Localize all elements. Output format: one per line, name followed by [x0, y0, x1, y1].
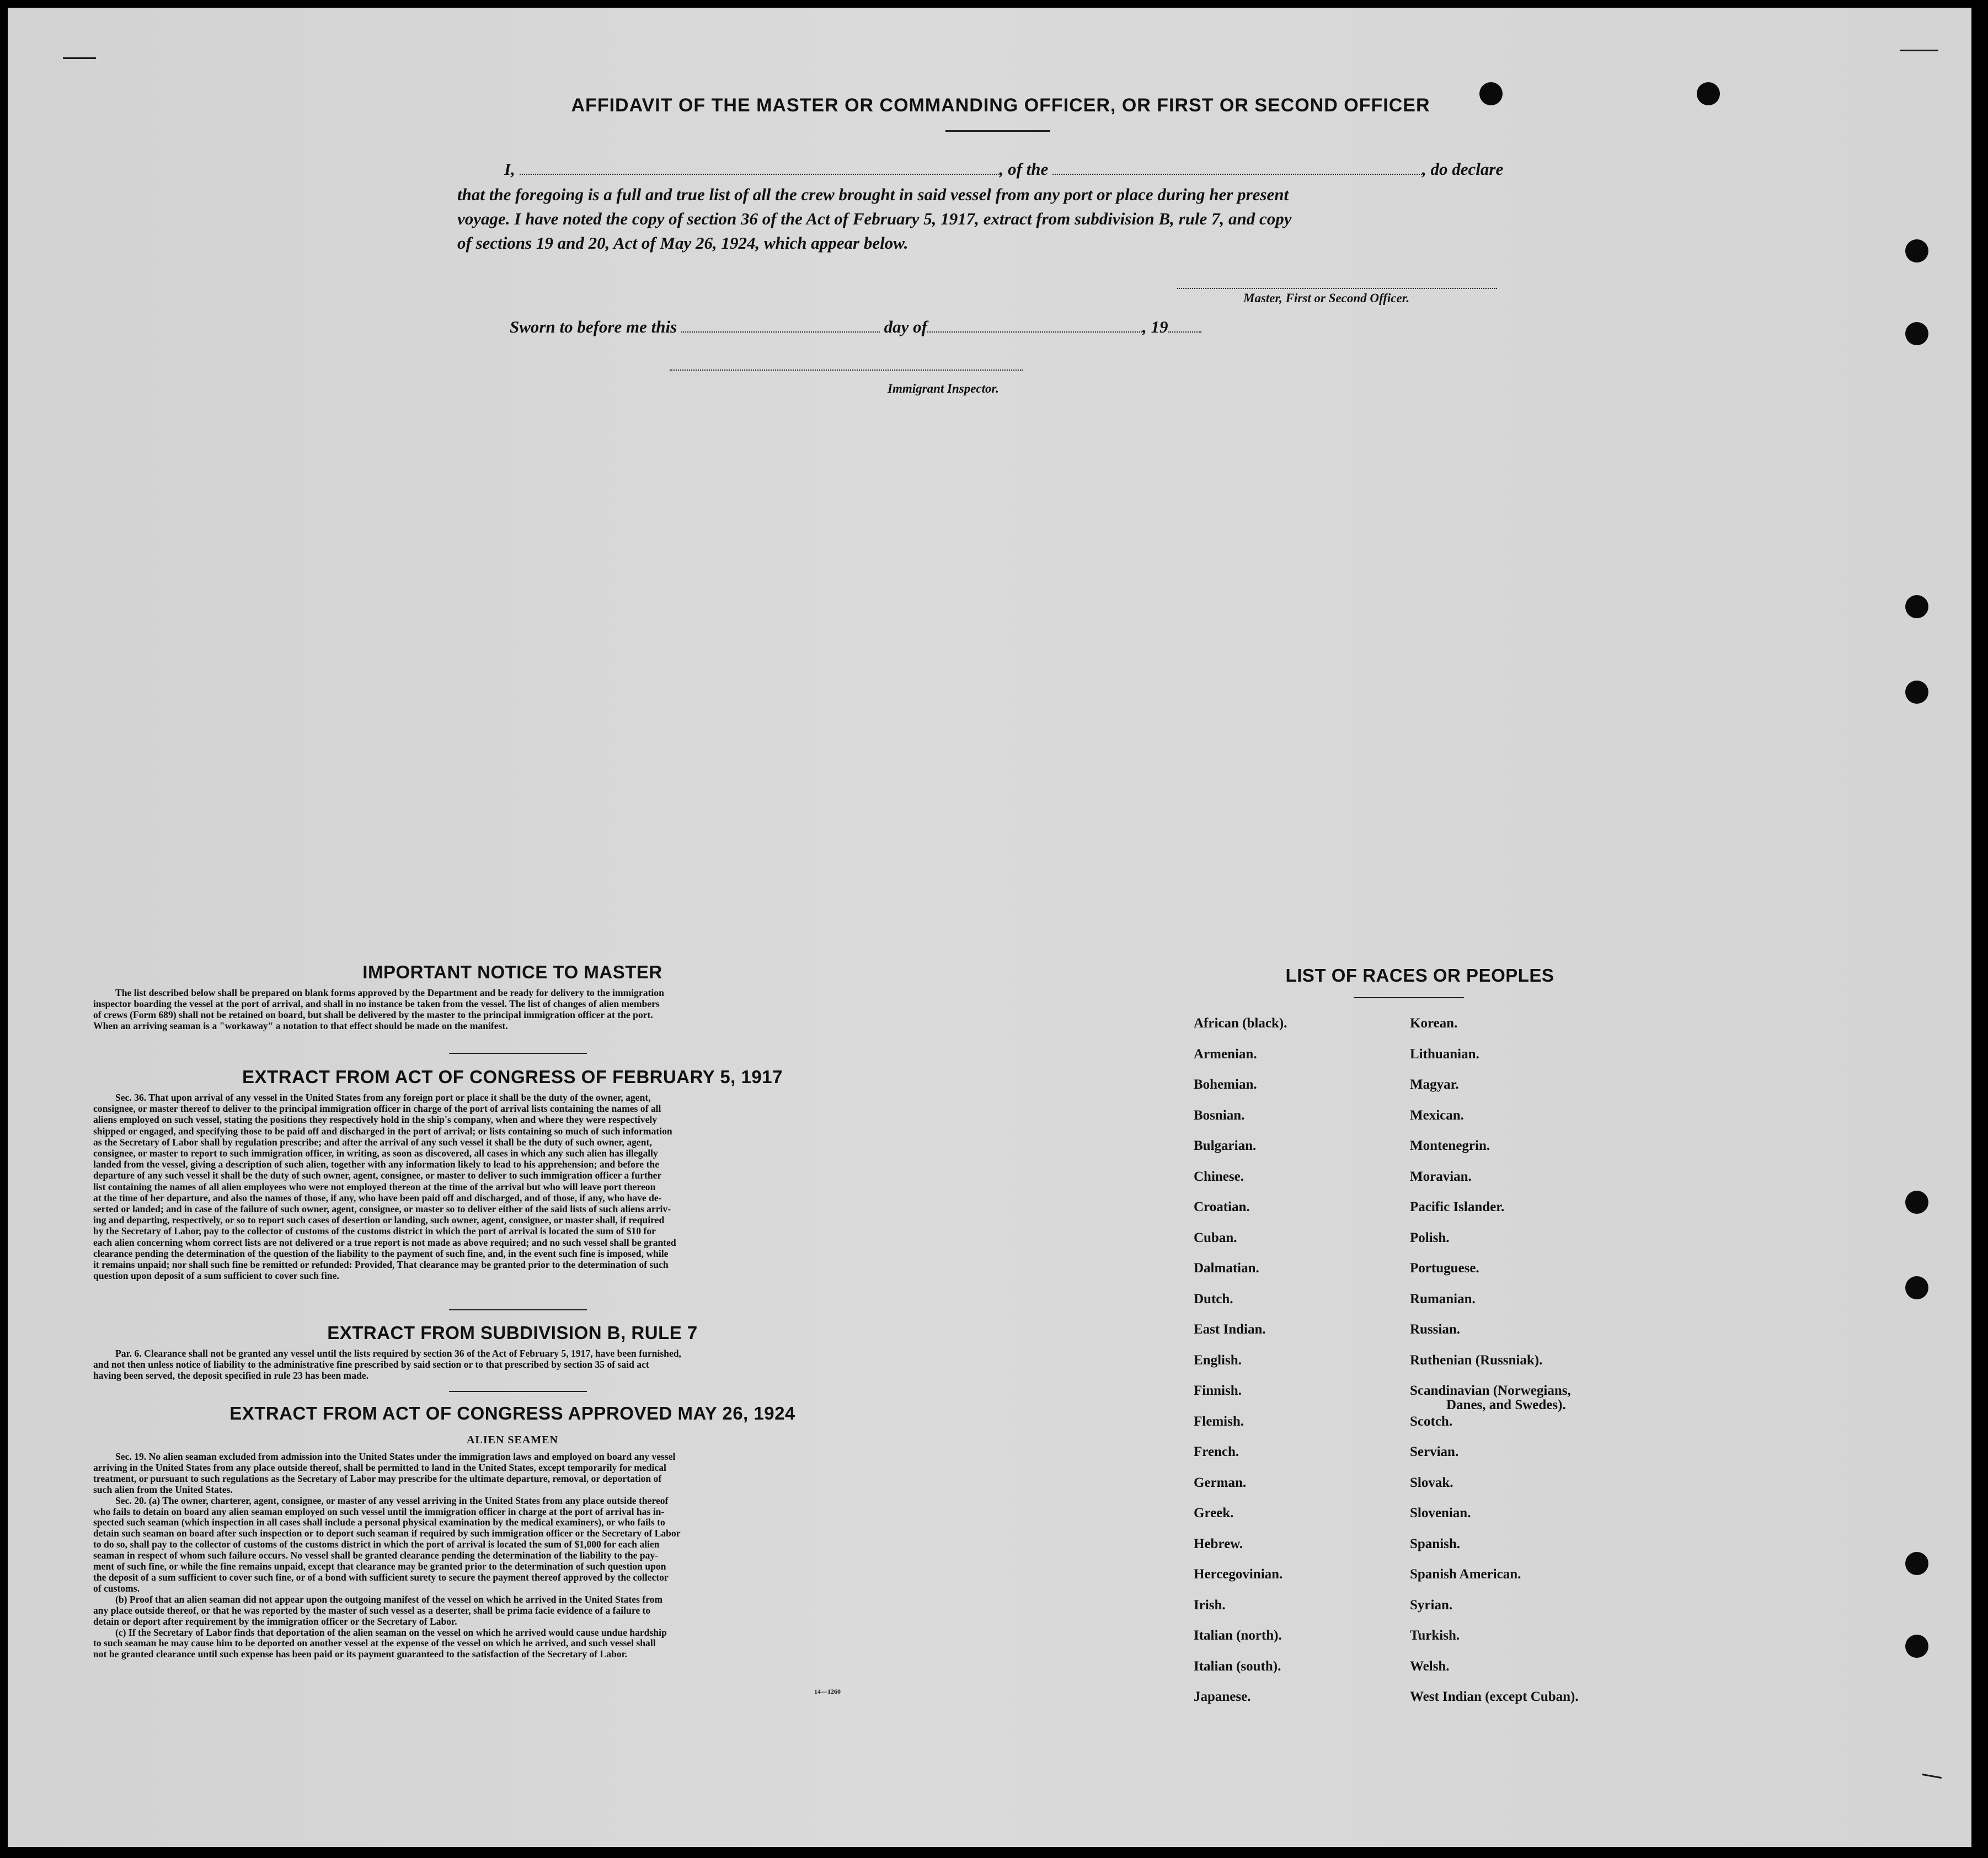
extract-1924-line: detain or deport after requirement by the immigration officer or the Secretary of Labor. — [93, 1615, 457, 1627]
race-item: Greek. — [1194, 1506, 1234, 1520]
race-item: Portuguese. — [1410, 1261, 1479, 1276]
race-item: French. — [1194, 1444, 1239, 1459]
punch-hole — [1905, 1635, 1928, 1658]
race-item: Scandinavian (Norwegians, — [1410, 1383, 1571, 1398]
race-item: Turkish. — [1410, 1628, 1460, 1643]
extract-1917-line: ing and departing, respectively, or so to report such cases of desertion or landing, such owner, agent, consignee, or master shall, if required — [93, 1214, 665, 1226]
race-item: Syrian. — [1410, 1597, 1453, 1613]
punch-hole — [1905, 239, 1928, 263]
race-item: Magyar. — [1410, 1077, 1459, 1092]
sworn-day-blank[interactable] — [681, 317, 880, 333]
extract-1917-line: question upon deposit of a sum sufficient to cover such fine. — [93, 1270, 339, 1282]
race-item: Dutch. — [1194, 1291, 1233, 1307]
affidavit-line-3: voyage. I have noted the copy of section 36 of the Act of February 5, 1917, extract from subdivision B, rule 7, and copy — [457, 209, 1292, 228]
document-page — [8, 8, 1971, 1847]
day-of-label: day of — [884, 317, 927, 336]
race-item: Spanish. — [1410, 1536, 1461, 1551]
vessel-blank[interactable] — [1052, 159, 1422, 175]
punch-hole — [1905, 595, 1928, 618]
scan-mark — [1900, 50, 1938, 51]
extract-1924-line: Sec. 20. (a) The owner, charterer, agent, consignee, or master of any vessel arriving in the United States from any place outside thereof — [115, 1495, 669, 1506]
races-title: LIST OF RACES OR PEOPLES — [1285, 965, 1554, 986]
extract-1917-line: landed from the vessel, giving a description of such alien, together with any information likely to lead to his apprehension; and before the — [93, 1159, 660, 1170]
race-item: Slovak. — [1410, 1475, 1453, 1490]
race-item: East Indian. — [1194, 1322, 1266, 1337]
punch-hole — [1479, 82, 1503, 105]
extract-1917-line: Sec. 36. That upon arrival of any vessel in the United States from any foreign port or place it shall be the duty of the owner, agent, — [115, 1092, 651, 1103]
race-item: Hercegovinian. — [1194, 1567, 1283, 1582]
extract-1924-line: any place outside thereof, or that he was reported by the master of such vessel as a deserter, shall be prima facie evidence of a failure to — [93, 1604, 651, 1616]
extract-1917-line: consignee, or master thereof to deliver to the principal immigration officer in charge of the port of arrival lists containing the names of all — [93, 1103, 661, 1115]
notice-line: of crews (Form 689) shall not be retained on board, but shall be delivered by the master to the principal immigration officer at the port. — [93, 1009, 653, 1020]
section-divider — [449, 1053, 587, 1054]
race-item: Scotch. — [1410, 1413, 1453, 1429]
race-item: Bosnian. — [1194, 1107, 1245, 1123]
sworn-prefix: Sworn to before me this — [510, 317, 677, 336]
race-item: Flemish. — [1194, 1413, 1244, 1429]
notice-body — [93, 987, 932, 1031]
race-item: Irish. — [1194, 1597, 1226, 1613]
sworn-month-blank[interactable] — [927, 317, 1142, 333]
sworn-line — [510, 314, 1337, 340]
race-item: African (black). — [1194, 1016, 1287, 1031]
affidavit-line-4: of sections 19 and 20, Act of May 26, 1924, which appear below. — [457, 233, 909, 253]
extract-1924-title: EXTRACT FROM ACT OF CONGRESS APPROVED MAY 26, 1924 — [229, 1403, 795, 1423]
section-divider — [449, 1309, 587, 1310]
extract-1924-line: of customs. — [93, 1582, 140, 1594]
race-item: Spanish American. — [1410, 1567, 1521, 1582]
affidavit-line-1 — [504, 157, 1541, 182]
race-item: Cuban. — [1194, 1230, 1237, 1245]
extract-1924-line: spected such seaman (which inspection in all cases shall include a personal physical examination by the medical examiners), or who fails to — [93, 1517, 665, 1528]
punch-hole — [1905, 1191, 1928, 1214]
extract-1924-line: detain such seaman on board after such inspection or to deport such seaman if required by such immigration officer or the Secretary of Labor — [93, 1528, 681, 1539]
races-divider — [1354, 997, 1464, 998]
race-item: Bohemian. — [1194, 1077, 1257, 1092]
race-item: English. — [1194, 1352, 1242, 1368]
punch-hole — [1905, 681, 1928, 704]
do-declare-label: , do declare — [1422, 159, 1504, 179]
scan-mark — [63, 57, 96, 59]
extract-1917-body — [93, 1092, 932, 1281]
extract-1924-line: ment of such fine, or while the fine remains unpaid, except that clearance may be granted prior to the determination of such question upon — [93, 1561, 666, 1572]
extract-1924-line: treatment, or pursuant to such regulations as the Secretary of Labor may prescribe for the ultimate departure, removal, or deportation of — [93, 1473, 662, 1484]
race-item: Polish. — [1410, 1230, 1450, 1245]
extract-rule7-line: having been served, the deposit specified in rule 23 has been made. — [93, 1370, 368, 1381]
race-item: Chinese. — [1194, 1169, 1244, 1184]
extract-1924-line: the deposit of a sum sufficient to cover such fine, or of a bond with sufficient surety to secure the payment thereof approved by the collector — [93, 1571, 669, 1583]
extract-1917-line: aliens employed on such vessel, stating the positions they respectively hold in the ship's company, when and where they were respectively — [93, 1114, 658, 1126]
race-item-continuation: Danes, and Swedes). — [1446, 1397, 1566, 1412]
extract-1924-line: not be granted clearance until such expense has been paid or its payment guaranteed to the satisfaction of the Secretary of Labor. — [93, 1648, 628, 1660]
punch-hole — [1905, 1552, 1928, 1575]
race-item: German. — [1194, 1475, 1247, 1490]
affidavit-i-label: I, — [504, 159, 515, 179]
extract-1917-line: clearance pending the determination of the question of the liability to the payment of such fine, and, in the event such fine is imposed, while — [93, 1247, 669, 1259]
title-divider — [945, 130, 1050, 132]
race-item: Ruthenian (Russniak). — [1410, 1352, 1543, 1368]
extract-1924-line: such alien from the United States. — [93, 1484, 233, 1495]
form-number: 14—1260 — [814, 1688, 841, 1695]
race-item: Montenegrin. — [1410, 1138, 1490, 1153]
extract-1924-line: to such seaman he may cause him to be deported on another vessel at the expense of the vessel on which he arrived, and such vessel shall — [93, 1637, 656, 1649]
extract-1917-line: shipped or engaged, and specifying those to be paid off and discharged in the port of arrival; or lists containing so much of such information — [93, 1125, 672, 1137]
affidavit-line-2: that the foregoing is a full and true list of all the crew brought in said vessel from any port or place during her present — [457, 185, 1289, 204]
extract-1917-title: EXTRACT FROM ACT OF CONGRESS OF FEBRUARY 5, 1917 — [242, 1067, 783, 1087]
master-signature-line[interactable] — [1177, 288, 1497, 289]
race-item: Servian. — [1410, 1444, 1459, 1459]
extract-1917-line: as the Secretary of Labor shall by regulation prescribe; and after the arrival of any such vessel it shall be the duty of such owner, agent, — [93, 1136, 652, 1148]
extract-1924-line: to do so, shall pay to the collector of customs of the customs district in which the port of arrival is located the sum of $1,000 for each alien — [93, 1539, 660, 1550]
race-item: Rumanian. — [1410, 1291, 1476, 1307]
race-item: Italian (south). — [1194, 1658, 1281, 1674]
extract-1924-body — [93, 1452, 932, 1660]
race-item: West Indian (except Cuban). — [1410, 1689, 1579, 1704]
punch-hole — [1905, 1276, 1928, 1299]
extract-1924-line: who fails to detain on board any alien seaman employed on such vessel until the immigration officer in charge at the port of arrival has in- — [93, 1506, 665, 1517]
extract-1917-line: by the Secretary of Labor, pay to the collector of customs of the customs district in which the port of arrival is located the sum of $10 for — [93, 1225, 656, 1237]
race-item: Armenian. — [1194, 1046, 1257, 1062]
punch-hole — [1905, 322, 1928, 345]
race-item: Korean. — [1410, 1016, 1458, 1031]
extract-1924-line: Sec. 19. No alien seaman excluded from admission into the United States under the immigration laws and employed on board any vessel — [115, 1451, 676, 1462]
alien-seamen-subtitle: ALIEN SEAMEN — [467, 1434, 558, 1446]
section-divider — [449, 1391, 587, 1392]
inspector-signature-line[interactable] — [670, 370, 1023, 371]
extract-1924-line: (c) If the Secretary of Labor finds that deportation of the alien seaman on the vessel on which he arrived would cause undue hardship — [115, 1626, 667, 1638]
extract-1917-line: list containing the names of all alien employees who were not employed thereon at the time of the arrival but who will leave port thereon — [93, 1181, 656, 1192]
notice-line: The list described below shall be prepared on blank forms approved by the Department and be ready for delivery to the immigration — [115, 987, 664, 998]
extract-1917-line: each alien concerning whom correct lists are not delivered or a true report is not made as above required; and no such vessel shall be granted — [93, 1236, 676, 1248]
extract-1917-line: at the time of her departure, and also the names of those, if any, who have been paid off and discharged, and of those, if any, who have de- — [93, 1192, 662, 1203]
race-item: Italian (north). — [1194, 1628, 1282, 1643]
year-label: , 19 — [1142, 317, 1168, 336]
affidavit-title: AFFIDAVIT OF THE MASTER OR COMMANDING OFFICER, OR FIRST OR SECOND OFFICER — [571, 95, 1430, 116]
inspector-caption: Immigrant Inspector. — [888, 382, 999, 395]
name-blank[interactable] — [520, 159, 1000, 175]
notice-line: When an arriving seaman is a "workaway" a notation to that effect should be made on the manifest. — [93, 1020, 508, 1031]
punch-hole — [1697, 82, 1720, 105]
race-item: Mexican. — [1410, 1107, 1464, 1123]
notice-line: inspector boarding the vessel at the port of arrival, and shall in no instance be taken from the vessel. The list of changes of alien members — [93, 998, 660, 1009]
race-item: Dalmatian. — [1194, 1261, 1259, 1276]
race-item: Finnish. — [1194, 1383, 1242, 1398]
race-item: Moravian. — [1410, 1169, 1472, 1184]
extract-1924-line: (b) Proof that an alien seaman did not appear upon the outgoing manifest of the vessel on which he arrived in the United States from — [115, 1593, 663, 1605]
extract-1917-line: consignee, or master to report to such immigration officer, in writing, as soon as discovered, all cases in which any such alien has illegally — [93, 1148, 658, 1159]
race-item: Welsh. — [1410, 1658, 1450, 1674]
race-item: Pacific Islander. — [1410, 1200, 1505, 1214]
extract-1917-line: it remains unpaid; nor shall such fine be remitted or refunded: Provided, That clearance may be granted prior to the determination of such — [93, 1259, 669, 1271]
race-item: Lithuanian. — [1410, 1046, 1479, 1062]
extract-rule7-line: and not then unless notice of liability to the administrative fine prescribed by said section or to that prescribed by section 35 of said act — [93, 1359, 649, 1370]
of-the-label: , of the — [999, 159, 1049, 179]
extract-rule7-body — [93, 1348, 932, 1381]
race-item: Russian. — [1410, 1322, 1461, 1337]
sworn-year-blank[interactable] — [1168, 317, 1201, 333]
extract-rule7-title: EXTRACT FROM SUBDIVISION B, RULE 7 — [327, 1322, 698, 1343]
notice-title: IMPORTANT NOTICE TO MASTER — [362, 962, 662, 982]
race-item: Bulgarian. — [1194, 1138, 1257, 1153]
extract-1924-line: arriving in the United States from any place outside thereof, shall be permitted to land in the United States, except temporarily for medical — [93, 1461, 666, 1473]
scan-mark — [1922, 1774, 1942, 1779]
race-item: Slovenian. — [1410, 1506, 1471, 1520]
race-item: Croatian. — [1194, 1200, 1250, 1214]
master-caption: Master, First or Second Officer. — [1243, 291, 1410, 305]
extract-1917-line: serted or landed; and in case of the failure of such owner, agent, consignee, or master so to deliver either of the said lists of such aliens arriv- — [93, 1203, 671, 1215]
extract-1917-line: departure of any such vessel it shall be the duty of such owner, agent, consignee, or master to deliver to such immigration officer a further — [93, 1170, 662, 1181]
race-item: Hebrew. — [1194, 1536, 1243, 1551]
race-item: Japanese. — [1194, 1689, 1251, 1704]
extract-1924-line: seaman in respect of whom such failure occurs. No vessel shall be granted clearance pending the determination of the liability to the pay- — [93, 1550, 659, 1561]
extract-rule7-line: Par. 6. Clearance shall not be granted any vessel until the lists required by section 36 of the Act of February 5, 1917, have been furnished, — [115, 1348, 681, 1359]
